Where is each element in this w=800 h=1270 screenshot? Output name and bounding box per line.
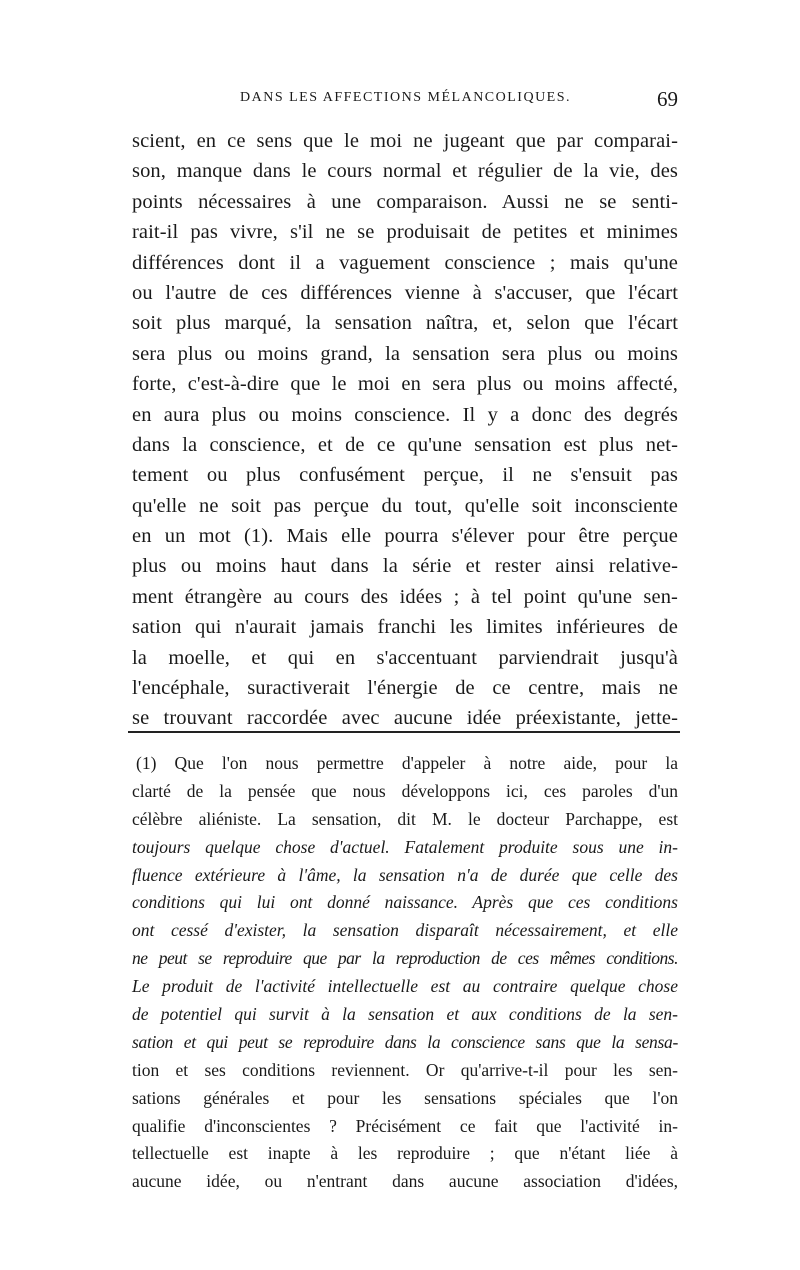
text-line: sera plus ou moins grand, la sensation sera plus ou moins [132,342,678,365]
footnote-line: conditions qui lui ont donné naissance. Après que ces conditions [132,892,678,913]
footnote-line: sations générales et pour les sensations spéciales que l'on [132,1087,678,1108]
text-line: se trouvant raccordée avec aucune idée préexistante, jette- [132,707,678,730]
footnote-line: tion et ses conditions reviennent. Or qu'arrive-t-il pour les sen- [132,1059,678,1080]
text-line: sation qui n'aurait jamais franchi les limites inférieures de [132,616,678,639]
footnote-separator [128,731,680,733]
footnote [132,750,678,1196]
running-title: DANS LES AFFECTIONS MÉLANCOLIQUES. [240,90,572,105]
text-line: soit plus marqué, la sensation naîtra, et, selon que l'écart [132,312,678,335]
footnote-line: clarté de la pensée que nous développons ici, ces paroles d'un [132,780,678,801]
text-line: différences dont il a vaguement conscience ; mais qu'une [132,251,678,274]
text-line: qu'elle ne soit pas perçue du tout, qu'elle soit inconsciente [132,494,678,517]
footnote-line: toujours quelque chose d'actuel. Fatalement produite sous une in- [132,836,678,857]
text-line: en aura plus ou moins conscience. Il y a donc des degrés [132,403,678,426]
text-line: en un mot (1). Mais elle pourra s'élever pour être perçue [132,525,678,548]
text-line: tement ou plus confusément perçue, il ne s'ensuit pas [132,464,678,487]
footnote-line: tellectuelle est inapte à les reproduire ; que n'étant liée à [132,1143,678,1164]
text-line: son, manque dans le cours normal et régulier de la vie, des [132,160,678,183]
text-line: rait-il pas vivre, s'il ne se produisait de petites et minimes [132,221,678,244]
text-line: ou l'autre de ces différences vienne à s'accuser, que l'écart [132,281,678,304]
footnote-line: célèbre aliéniste. La sensation, dit M. le docteur Parchappe, est [132,808,678,829]
footnote-line: aucune idée, ou n'entrant dans aucune association d'idées, [132,1171,678,1192]
running-head [130,87,678,114]
footnote-line: sation et qui peut se reproduire dans la conscience sans que la sensa- [132,1031,678,1052]
footnote-line: (1) Que l'on nous permettre d'appeler à notre aide, pour la [136,753,678,773]
footnote-line: fluence extérieure à l'âme, la sensation n'a de durée que celle des [132,864,678,885]
main-text [132,126,678,734]
text-line: forte, c'est-à-dire que le moi en sera plus ou moins affecté, [132,373,678,396]
text-line: l'encéphale, suractiverait l'énergie de ce centre, mais ne [132,677,678,700]
footnote-line: de potentiel qui survit à la sensation et aux conditions de la sen- [132,1004,678,1025]
text-line: scient, en ce sens que le moi ne jugeant que par comparai- [132,130,678,152]
text-line: la moelle, et qui en s'accentuant parviendrait jusqu'à [132,646,678,669]
footnote-line: qualifie d'inconscientes ? Précisément ce fait que l'activité in- [132,1115,678,1136]
text-line: ment étrangère au cours des idées ; à tel point qu'une sen- [132,585,678,608]
page-number: 69 [657,87,678,111]
footnote-line: ont cessé d'exister, la sensation disparaît nécessairement, et elle [132,920,678,941]
footnote-line: ne peut se reproduire que par la reproduction de ces mêmes conditions. [132,948,678,969]
text-line: dans la conscience, et de ce qu'une sensation est plus net- [132,433,678,456]
text-line: plus ou moins haut dans la série et rester ainsi relative- [132,555,678,578]
text-line: points nécessaires à une comparaison. Aussi ne se senti- [132,190,678,213]
footnote-line: Le produit de l'activité intellectuelle est au contraire quelque chose [132,976,678,997]
